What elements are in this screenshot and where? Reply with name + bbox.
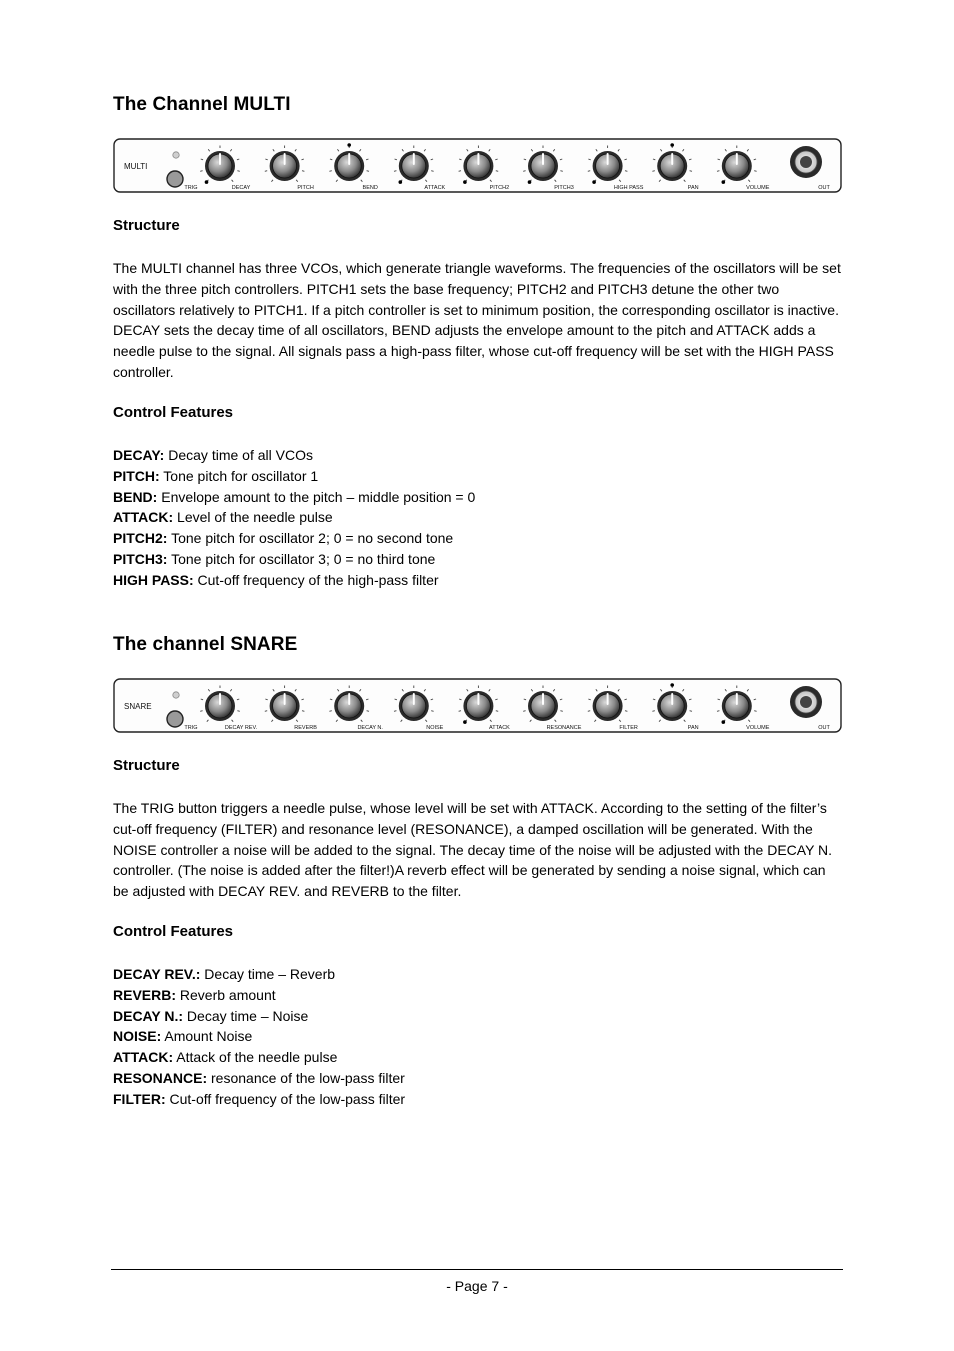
knob-min-dot xyxy=(205,180,209,184)
knob-scale-tick xyxy=(496,711,498,712)
knob-scale-tick xyxy=(367,711,369,712)
knob-center-dot xyxy=(670,683,674,687)
feature-description: Cut-off frequency of the low-pass filter xyxy=(165,1090,406,1107)
multi-structure-heading: Structure xyxy=(113,217,180,234)
snare-features-list xyxy=(113,964,405,1110)
knob-scale-tick xyxy=(523,711,525,712)
feature-description: Tone pitch for oscillator 3; 0 = no third tone xyxy=(167,550,436,567)
snare-heading: The channel SNARE xyxy=(113,634,298,655)
feature-item xyxy=(113,487,475,508)
knob-min-dot xyxy=(528,180,532,184)
feature-description: Cut-off frequency of the high-pass filter xyxy=(193,571,439,588)
channel-name-label: SNARE xyxy=(124,702,152,711)
knob-scale-tick xyxy=(625,711,627,712)
snare-channel-panel xyxy=(113,678,841,732)
knob-scale-tick xyxy=(394,711,396,712)
trig-label: TRIG xyxy=(184,185,198,191)
knob-scale-tick xyxy=(200,711,202,712)
knob-scale-tick xyxy=(237,711,239,712)
multi-panel-graphic xyxy=(113,138,843,194)
knob-label: PAN xyxy=(687,185,699,191)
knob-scale-tick xyxy=(329,171,331,172)
knob-scale-tick xyxy=(496,171,498,172)
knob-min-dot xyxy=(722,180,726,184)
feature-term: DECAY REV.: xyxy=(113,966,201,982)
snare-structure-text: The TRIG button triggers a needle pulse, whose level will be set with ATTACK. According to the setting of the filter’s cut-off frequency (FILTER) and resonance level (RESONANCE), a damped oscillation will be generated. With the NOISE controller a noise will be added to the signal. The decay time of the noise will be adjusted with the DECAY N. controller. (The noise is added after the filter!)A reverb effect will be generated by sending a noise signal, which can be adjusted with DECAY REV. and REVERB to the filter. xyxy=(113,800,833,900)
feature-term: PITCH: xyxy=(113,467,160,484)
multi-features-heading: Control Features xyxy=(113,404,234,421)
knob-scale-tick xyxy=(431,171,433,172)
feature-description: Decay time – Reverb xyxy=(200,966,336,982)
knob-label: REVERB xyxy=(294,725,317,731)
feature-item xyxy=(113,570,475,591)
feature-item xyxy=(113,964,405,985)
knob-scale-tick xyxy=(717,711,719,712)
knob-label: PITCH xyxy=(297,185,314,191)
knob-scale-tick xyxy=(431,711,433,712)
feature-item xyxy=(113,1089,405,1110)
knob-label: PAN xyxy=(687,725,699,731)
snare-structure-heading: Structure xyxy=(113,757,180,774)
knob-scale-tick xyxy=(265,171,267,172)
feature-description: Tone pitch for oscillator 1 xyxy=(159,467,319,484)
multi-channel-panel xyxy=(113,138,841,192)
feature-term: ATTACK: xyxy=(113,509,174,526)
feature-term: HIGH PASS: xyxy=(113,571,194,588)
knob-label: DECAY REV. xyxy=(224,725,258,731)
feature-description: Decay time – Noise xyxy=(183,1007,309,1024)
knob-scale-tick xyxy=(690,171,692,172)
trig-button[interactable] xyxy=(167,711,183,727)
knob-scale-tick xyxy=(367,171,369,172)
feature-description: Tone pitch for oscillator 2; 0 = no second tone xyxy=(167,530,454,547)
knob-center-dot xyxy=(670,143,674,147)
knob-label: ATTACK xyxy=(424,185,446,191)
knob-label: BEND xyxy=(362,185,378,191)
knob-scale-tick xyxy=(265,711,267,712)
knob-scale-tick xyxy=(523,171,525,172)
feature-description: Decay time of all VCOs xyxy=(164,447,313,463)
feature-item xyxy=(113,445,475,466)
knob-scale-tick xyxy=(690,711,692,712)
channel-name-label: MULTI xyxy=(124,162,148,171)
feature-term: REVERB: xyxy=(113,986,177,1003)
knob-scale-tick xyxy=(329,711,331,712)
feature-term: PITCH2: xyxy=(113,530,168,547)
knob-min-dot xyxy=(399,180,403,184)
feature-term: FILTER: xyxy=(113,1090,166,1107)
out-jack-hole xyxy=(800,696,812,708)
trig-button[interactable] xyxy=(167,171,183,187)
feature-description: Amount Noise xyxy=(161,1028,253,1045)
feature-term: BEND: xyxy=(113,488,158,505)
feature-item xyxy=(113,549,475,570)
knob-scale-tick xyxy=(652,711,654,712)
snare-panel-graphic xyxy=(113,678,843,734)
multi-heading: The Channel MULTI xyxy=(113,94,291,115)
knob-min-dot xyxy=(722,720,726,724)
knob-scale-tick xyxy=(560,171,562,172)
knob-scale-tick xyxy=(237,171,239,172)
multi-structure-text: The MULTI channel has three VCOs, which generate triangle waveforms. The frequencies of the oscillators will be set with the three pitch controllers. PITCH1 sets the base frequency; PITCH2 and PITCH3 detune the other two oscillators relatively to PITCH1. If a pitch controller is set to minimum position, the corresponding oscillator is inactive. DECAY sets the decay time of all oscillators, BEND adjusts the envelope amount to the pitch and ATTACK adds a needle pulse to the signal. All signals pass a high-pass filter, whose cut-off frequency will be set with the HIGH PASS controller. xyxy=(113,260,841,380)
knob-min-dot xyxy=(463,180,467,184)
knob-label: VOLUME xyxy=(746,185,770,191)
knob-scale-tick xyxy=(560,711,562,712)
knob-min-dot xyxy=(463,720,467,724)
knob-label: DECAY xyxy=(231,185,251,191)
knob-scale-tick xyxy=(302,171,304,172)
feature-item xyxy=(113,507,475,528)
feature-item xyxy=(113,466,475,487)
feature-item xyxy=(113,1026,405,1047)
knob-center-dot xyxy=(347,143,351,147)
out-jack-hole xyxy=(800,156,812,168)
knob-scale-tick xyxy=(652,171,654,172)
knob-scale-tick xyxy=(200,171,202,172)
led-indicator xyxy=(173,692,179,698)
knob-scale-tick xyxy=(459,171,461,172)
feature-description: Reverb amount xyxy=(176,986,276,1003)
feature-item xyxy=(113,1047,405,1068)
knob-scale-tick xyxy=(588,171,590,172)
page-number: - Page 7 - xyxy=(446,1278,508,1294)
feature-description: Level of the needle pulse xyxy=(173,509,333,526)
knob-label: VOLUME xyxy=(746,725,770,731)
knob-min-dot xyxy=(592,180,596,184)
knob-scale-tick xyxy=(717,171,719,172)
feature-description: resonance of the low-pass filter xyxy=(207,1069,405,1086)
feature-description: Envelope amount to the pitch – middle position = 0 xyxy=(157,488,476,505)
feature-item xyxy=(113,528,475,549)
feature-term: NOISE: xyxy=(113,1028,162,1045)
knob-label: DECAY N. xyxy=(357,725,383,731)
feature-term: RESONANCE: xyxy=(113,1069,208,1086)
knob-label: RESONANCE xyxy=(546,725,582,731)
feature-term: ATTACK: xyxy=(113,1049,174,1066)
knob-scale-tick xyxy=(754,171,756,172)
knob-label: PITCH3 xyxy=(554,185,574,191)
snare-features-heading: Control Features xyxy=(113,923,234,940)
multi-features-list xyxy=(113,445,475,591)
knob-label: HIGH PASS xyxy=(613,185,644,191)
knob-label: PITCH2 xyxy=(489,185,510,191)
trig-label: TRIG xyxy=(184,725,198,731)
knob-scale-tick xyxy=(625,171,627,172)
out-label: OUT xyxy=(818,185,830,191)
knob-scale-tick xyxy=(394,171,396,172)
feature-term: DECAY N.: xyxy=(113,1007,184,1024)
knob-label: NOISE xyxy=(426,725,444,731)
feature-description: Attack of the needle pulse xyxy=(173,1049,338,1066)
out-label: OUT xyxy=(818,725,830,731)
led-indicator xyxy=(173,152,179,158)
footer-rule xyxy=(111,1269,843,1270)
knob-scale-tick xyxy=(302,711,304,712)
knob-label: ATTACK xyxy=(488,725,510,731)
knob-label: FILTER xyxy=(619,725,638,731)
knob-scale-tick xyxy=(588,711,590,712)
knob-scale-tick xyxy=(459,711,461,712)
feature-item xyxy=(113,1006,405,1027)
feature-term: DECAY: xyxy=(113,447,165,463)
knob-scale-tick xyxy=(754,711,756,712)
feature-item xyxy=(113,1068,405,1089)
feature-term: PITCH3: xyxy=(113,550,168,567)
feature-item xyxy=(113,985,405,1006)
